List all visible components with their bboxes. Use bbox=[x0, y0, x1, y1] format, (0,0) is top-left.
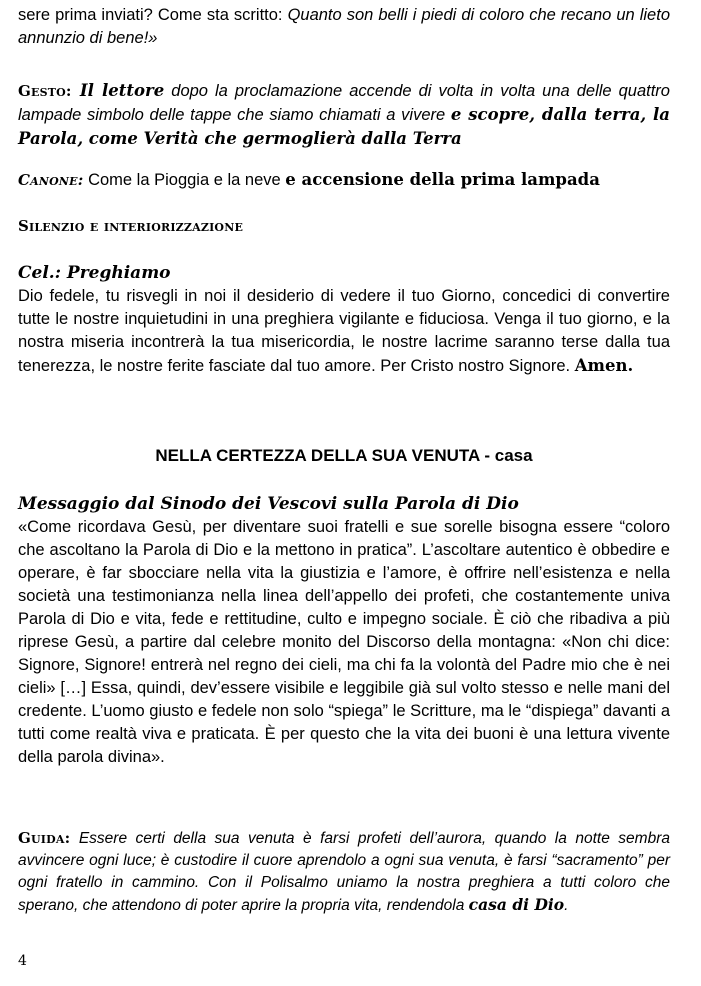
messaggio-title: Messaggio dal Sinodo dei Vescovi sulla Parola di Dio bbox=[18, 494, 519, 514]
messaggio-block bbox=[18, 493, 670, 769]
intro-quote: Quanto son belli i piedi di coloro che recano un lieto annunzio di bene!» bbox=[18, 6, 670, 47]
guida-bold: casa di Dio bbox=[468, 895, 565, 914]
preghiera-amen: Amen. bbox=[574, 356, 634, 375]
guida-text: Essere certi della sua venuta è farsi profeti dell’aurora, quando la notte sembra avvincere ogni luce; è custodire il cuore aprendolo a ogni sua venuta, è farsi “sacramento” per ogni fratello in cammino. Con il Polisalmo uniamo la nostra preghiera a tutti coloro che sperano, che attendono di poter aprire la propria vita, rendendola bbox=[18, 830, 670, 914]
silenzio-label: Silenzio e interiorizzazione bbox=[18, 217, 244, 235]
guida-label: Guida: bbox=[18, 829, 71, 847]
gesto-reader: Il lettore bbox=[71, 81, 165, 100]
page-number: 4 bbox=[18, 953, 27, 969]
gesto-paragraph bbox=[18, 79, 670, 151]
intro-paragraph bbox=[18, 4, 670, 50]
canone-label: Canone: bbox=[18, 171, 84, 189]
section-title: NELLA CERTEZZA DELLA SUA VENUTA - casa bbox=[155, 446, 533, 465]
preghiera-text: Dio fedele, tu risvegli in noi il desiderio di vedere il tuo Giorno, concedici di convertire tutte le nostre inquietudini in una preghiera vigilante e fiduciosa. Venga il tuo giorno, e la nostra miseria incontrerà la tua misericordia, le nostre lacrime saranno terse dalla tua tenerezza, le nostre ferite fasciate dal tuo amore. Per Cristo nostro Signore. bbox=[18, 287, 670, 375]
silenzio-heading bbox=[18, 215, 670, 238]
canone-paragraph bbox=[18, 168, 670, 192]
guida-paragraph bbox=[18, 827, 670, 917]
intro-text: sere prima inviati? Come sta scritto: bbox=[18, 6, 288, 24]
messaggio-text: «Come ricordava Gesù, per diventare suoi fratelli e sue sorelle bisogna essere “coloro che ascoltano la Parola di Dio e la mettono in pratica”. L’ascoltare autentico è obbedire e operare, è far sbocciare nella vita la giustizia e l’amore, è offrire nell’esistenza e nella società una testimonianza nella linea dell’appello dei profeti, che costantemente univa Parola di Dio e vita, fede e rettitudine, culto e impegno sociale. È ciò che ribadiva a più riprese Gesù, a partire dal celebre monito del Discorso della montagna: «Non chi dice: Signore, Signore! entrerà nel regno dei cieli, ma chi fa la volontà del Padre mio che è nei cieli» […] Essa, quindi, dev’essere visibile e leggibile già sul volto stesso e nelle mani del credente. L’uomo giusto e fedele non solo “spiega” le Scritture, ma le “dispiega” davanti a tutti come realtà viva e praticata. È per questo che la vita dei buoni è una lettura vivente della parola divina». bbox=[18, 518, 670, 766]
canone-text: Come la Pioggia e la neve bbox=[83, 171, 286, 189]
preghiera-title: Cel.: Preghiamo bbox=[18, 263, 171, 283]
gesto-bold: e scopre, dalla terra, la Parola, come Verità che germoglierà dalla Terra bbox=[18, 105, 670, 148]
gesto-label: Gesto: bbox=[18, 82, 72, 100]
section-heading bbox=[18, 446, 670, 466]
guida-end: . bbox=[564, 897, 569, 914]
canone-bold: e accensione della prima lampada bbox=[285, 170, 600, 189]
gesto-text: dopo la proclamazione accende di volta in volta una delle quattro lampade simbolo delle tappe che siamo chiamati a vivere bbox=[18, 82, 670, 124]
preghiera-block bbox=[18, 262, 670, 378]
